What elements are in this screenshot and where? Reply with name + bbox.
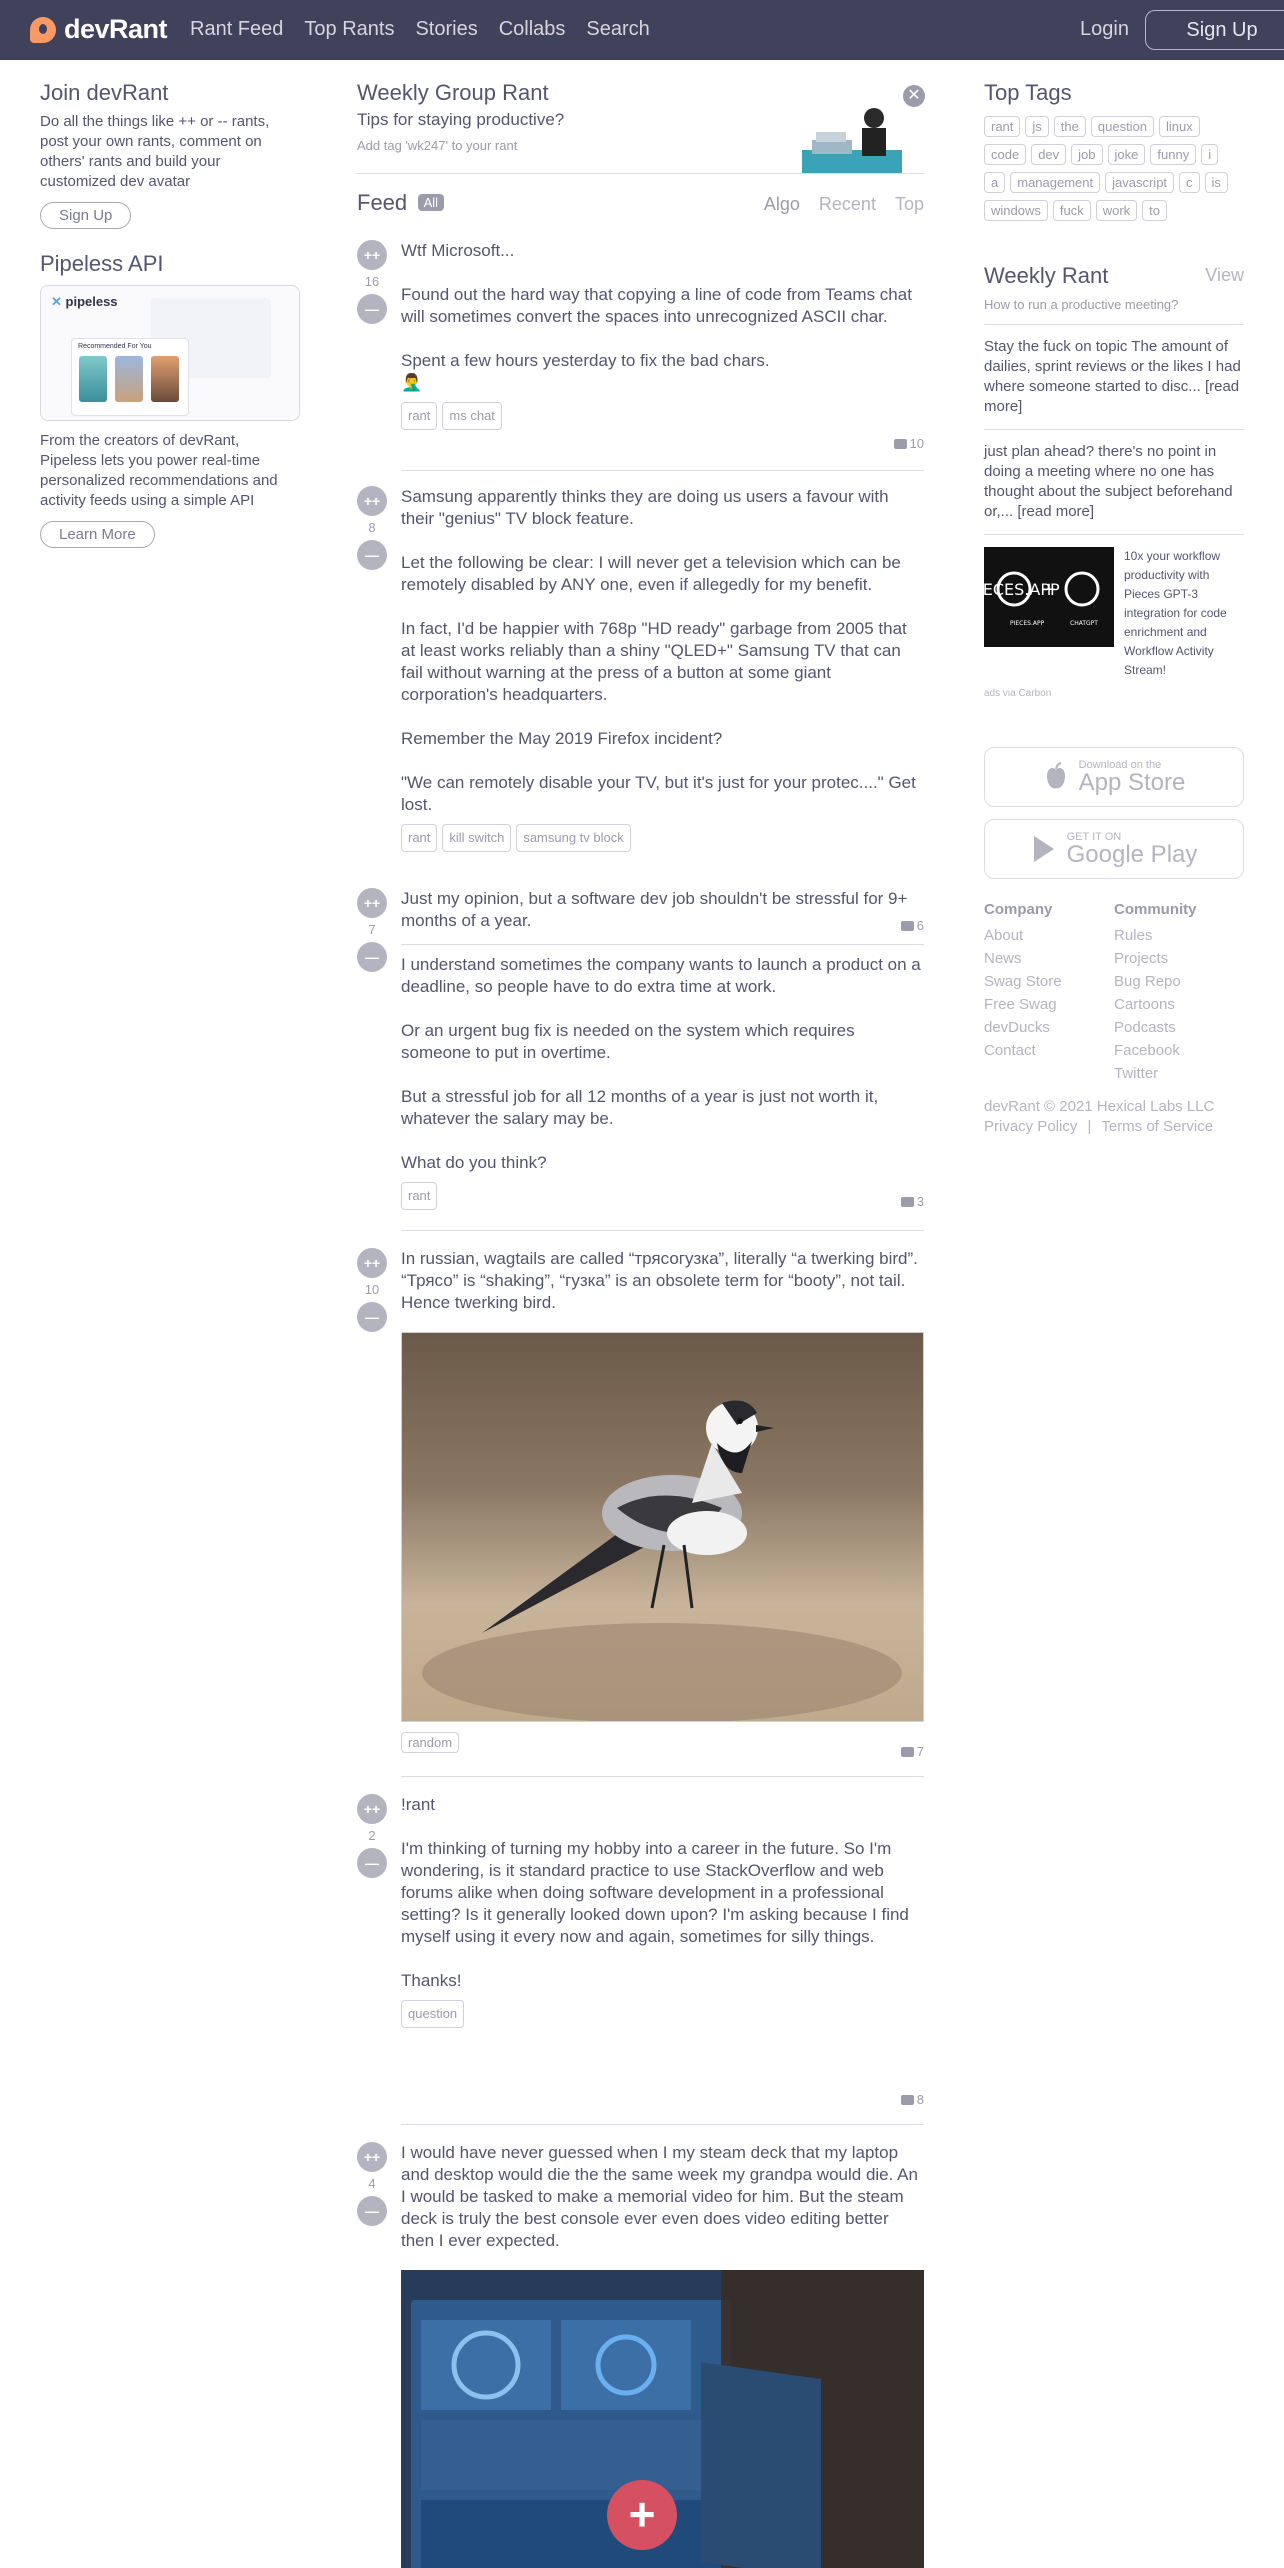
rant-text	[401, 888, 924, 1210]
join-signup-button[interactable]: Sign Up	[40, 202, 131, 229]
downvote-button[interactable]: —	[357, 942, 387, 972]
rant-score: 7	[368, 922, 376, 937]
rant-text	[401, 240, 924, 430]
downvote-button[interactable]: —	[357, 294, 387, 324]
upvote-button[interactable]: ++	[357, 240, 387, 270]
apple-icon	[1043, 762, 1069, 792]
vote-controls	[357, 486, 387, 570]
tag-kill-switch[interactable]: kill switch	[442, 824, 511, 852]
comment-count[interactable]	[901, 1744, 924, 1759]
comment-count[interactable]	[901, 2092, 924, 2107]
top-bar	[0, 0, 1284, 60]
footer-link[interactable]: About	[984, 927, 1024, 944]
rant-paragraph: But a stressful job for all 12 months of a year is just not worth it, whatever the salary may be.	[401, 1087, 883, 1128]
weekly-rant-item[interactable]	[984, 337, 1244, 417]
top-tag[interactable]: funny	[1150, 144, 1196, 165]
terms-link[interactable]: Terms of Service	[1101, 1118, 1214, 1135]
weekly-group-tag-hint: Add tag 'wk247' to your rant	[357, 138, 518, 153]
weekly-rant-item-text: just plan ahead? there's no point in doing a meeting where no one has thought about the subject beforehand or,...	[984, 443, 1233, 520]
top-tag[interactable]: job	[1071, 144, 1102, 165]
pipeless-title: Pipeless API	[40, 251, 164, 276]
rant-paragraph: I'm thinking of turning my hobby into a career in the future. So I'm wondering, is it standard practice to use StackOverflow and web forums alike when doing software development in a professional setting? Is it generally looked down upon? I'm asking because I find myself using it every now and again, sometimes for silly things.	[401, 1839, 914, 1946]
rant-tags	[401, 824, 924, 852]
copyright-block	[984, 1097, 1244, 1137]
comment-icon	[901, 1197, 914, 1207]
weekly-group-subtitle[interactable]: Tips for staying productive?	[357, 110, 565, 129]
comment-icon	[894, 439, 907, 449]
top-tag[interactable]: joke	[1108, 144, 1146, 165]
thumbnail-2	[115, 356, 143, 402]
sort-recent[interactable]: Recent	[818, 194, 876, 214]
feed-header	[357, 190, 924, 220]
comment-icon	[901, 2095, 914, 2105]
rant-item[interactable]	[357, 888, 924, 1218]
top-tag[interactable]: i	[1201, 144, 1218, 165]
pipeless-x-icon: ✕	[51, 294, 66, 309]
rant-item[interactable]	[357, 486, 924, 933]
rant-divider	[401, 1230, 924, 1231]
pieces-app-logo: ECES.APP	[984, 580, 1060, 599]
rant-item[interactable]	[357, 1794, 924, 2107]
rant-divider	[401, 2124, 924, 2125]
nav-collabs[interactable]: Collabs	[498, 18, 566, 40]
feed-sort-tabs	[750, 194, 924, 215]
google-play-small: GET IT ON	[1066, 831, 1122, 843]
upvote-button[interactable]: ++	[357, 486, 387, 516]
login-link[interactable]: Login	[1080, 18, 1129, 40]
footer-link[interactable]: Free Swag	[984, 996, 1057, 1013]
vote-controls	[357, 1248, 387, 1332]
vote-controls	[357, 240, 387, 324]
rant-tags	[401, 2000, 924, 2028]
upvote-button[interactable]: ++	[357, 888, 387, 918]
vote-controls	[357, 888, 387, 972]
google-play-big: Google Play	[1066, 841, 1198, 868]
comment-count[interactable]	[894, 436, 924, 451]
nav-rant-feed[interactable]: Rant Feed	[190, 18, 284, 40]
wagtail-bird-illustration	[402, 1333, 924, 1722]
top-tag[interactable]: work	[1096, 200, 1137, 221]
privacy-policy-link[interactable]: Privacy Policy	[984, 1118, 1078, 1135]
learn-more-button[interactable]: Learn More	[40, 521, 155, 548]
weekly-group-title: Weekly Group Rant	[357, 80, 549, 105]
ads-via-carbon[interactable]: ads via Carbon	[984, 688, 1052, 699]
main-column	[357, 80, 926, 2250]
vote-controls	[357, 2142, 387, 2226]
thumbnail-1	[79, 356, 107, 402]
rant-paragraph: What do you think?	[401, 1153, 547, 1172]
rant-score: 10	[364, 1282, 380, 1297]
footer-link[interactable]: Bug Repo	[1114, 973, 1181, 990]
footer-link[interactable]: Twitter	[1114, 1065, 1159, 1082]
tag-samsung-tv-block[interactable]: samsung tv block	[516, 824, 630, 852]
top-tag[interactable]: dev	[1031, 144, 1066, 165]
footer-link[interactable]: devDucks	[984, 1019, 1050, 1036]
copyright: devRant © 2021 Hexical Labs LLC	[984, 1098, 1215, 1115]
top-tag[interactable]: management	[1010, 172, 1100, 193]
rant-paragraph: Wtf Microsoft...	[401, 241, 515, 260]
top-tag[interactable]: javascript	[1105, 172, 1174, 193]
rant-divider	[401, 1776, 924, 1777]
top-tag[interactable]: windows	[984, 200, 1048, 221]
footer-link[interactable]: Projects	[1114, 950, 1169, 967]
rant-paragraph: Samsung apparently thinks they are doing us users a favour with their "genius" TV block feature.	[401, 487, 894, 528]
feed-title: Feed	[357, 190, 408, 215]
top-tag[interactable]: to	[1142, 200, 1167, 221]
rant-paragraph: In russian, wagtails are called “трясогузка”, literally “a twerking bird”. “Трясо” is “shaking”, “гузка” is an obsolete term for “booty”, not tail. Hence twerking bird.	[401, 1249, 923, 1312]
rant-paragraph: Spent a few hours yesterday to fix the bad chars. 🤦‍♂️	[401, 351, 770, 392]
footer-link[interactable]: Rules	[1114, 927, 1153, 944]
join-title: Join devRant	[40, 80, 169, 105]
downvote-button[interactable]: —	[357, 2196, 387, 2226]
app-store-small: Download on the	[1078, 759, 1162, 771]
pipeless-text: From the creators of devRant, Pipeless lets you power real-time personalized recommendations and activity feeds using a simple API	[40, 432, 278, 509]
downvote-button[interactable]: —	[357, 1302, 387, 1332]
comment-count[interactable]	[901, 1194, 924, 1209]
rant-paragraph: Thanks!	[401, 1971, 462, 1990]
rant-divider	[401, 470, 924, 471]
developer-illustration	[802, 92, 902, 174]
top-tag[interactable]: is	[1205, 172, 1228, 193]
top-tags-title: Top Tags	[984, 80, 1072, 105]
divider	[984, 324, 1244, 325]
ad-text[interactable]: 10x your workflow productivity with Pieces GPT-3 integration for code enrichment and Workflow Activity Stream!	[1124, 549, 1227, 677]
top-tag[interactable]: js	[1025, 116, 1048, 137]
rant-paragraph: In fact, I'd be happier with 768p "HD ready" garbage from 2005 that at least works reliably than a shiny "QLED+" Samsung TV that can fail without warning at the press of a button at some giant corporation's headquarters.	[401, 619, 912, 704]
signup-button[interactable]: Sign Up	[1145, 10, 1284, 50]
footer-link[interactable]: Swag Store	[984, 973, 1062, 990]
pipeless-preview-image[interactable]	[40, 285, 300, 421]
footer-links	[984, 901, 1244, 1085]
footer-link[interactable]: Podcasts	[1114, 1019, 1176, 1036]
tag-rant[interactable]: rant	[401, 824, 437, 852]
recommended-label: Recommended For You	[78, 343, 152, 350]
thumbnail-3	[151, 356, 179, 402]
upvote-button[interactable]: ++	[357, 1794, 387, 1824]
rant-score: 16	[364, 274, 380, 289]
top-tag[interactable]: the	[1054, 116, 1086, 137]
footer-divider: |	[1087, 1118, 1092, 1135]
nav-stories[interactable]: Stories	[415, 18, 478, 40]
divider	[984, 534, 1244, 535]
tag-ms-chat[interactable]: ms chat	[442, 402, 502, 430]
read-more-link[interactable]: [read more]	[1017, 503, 1095, 520]
weekly-group-divider	[357, 173, 924, 174]
rant-paragraph: Just my opinion, but a software dev job shouldn't be stressful for 9+ months of a year.	[401, 889, 913, 930]
rant-paragraph: I understand sometimes the company wants to launch a product on a deadline, so people have to do extra time at work.	[401, 955, 926, 996]
rant-paragraph: I would have never guessed when I my steam deck that my laptop and desktop would die the the same week my grandpa would die. An I would be tasked to make a memorial video for him. But the steam deck is truly the best console ever even does video editing better then I ever expected.	[401, 2143, 923, 2250]
join-text: Do all the things like ++ or -- rants, post your own rants, comment on others' rants and build your customized dev avatar	[40, 113, 270, 190]
downvote-button[interactable]: —	[357, 540, 387, 570]
pipeless-logo	[51, 294, 118, 310]
weekly-rant-title: Weekly Rant	[984, 263, 1109, 288]
rant-item[interactable]	[357, 1248, 924, 1768]
comment-count-value: 10	[909, 436, 924, 451]
upvote-button[interactable]: ++	[357, 1248, 387, 1278]
weekly-rant-item-text: Stay the fuck on topic The amount of dailies, sprint reviews or the likes I had where someone started to disc...	[984, 338, 1241, 395]
chatgpt-label: CHATGPT	[1070, 620, 1098, 627]
pipeless-logo-text: pipeless	[65, 294, 118, 309]
top-tag[interactable]: a	[984, 172, 1005, 193]
rant-paragraph: Found out the hard way that copying a line of code from Teams chat will sometimes convert the spaces into unrecognized ASCII char.	[401, 285, 917, 326]
google-play-icon	[1031, 834, 1057, 864]
divider	[984, 429, 1244, 430]
rant-tags	[401, 1182, 924, 1210]
comment-count-value: 7	[916, 1744, 924, 1759]
top-tag[interactable]: question	[1091, 116, 1154, 137]
tag-random[interactable]: random	[401, 1732, 459, 1753]
company-title: Company	[984, 901, 1053, 918]
weekly-rant-item[interactable]	[984, 442, 1244, 522]
google-play-button[interactable]	[984, 819, 1244, 879]
footer-link[interactable]: Facebook	[1114, 1042, 1180, 1059]
devrant-logo[interactable]	[30, 14, 167, 45]
rant-paragraph: Let the following be clear: I will never get a television which can be remotely disabled by ANY one, even if allegedly for my benefit.	[401, 553, 906, 594]
nav-top-rants[interactable]: Top Rants	[304, 18, 395, 40]
tag-rant[interactable]: rant	[401, 1182, 437, 1210]
read-more-link[interactable]: [read more]	[984, 378, 1240, 415]
app-store-big: App Store	[1078, 769, 1186, 796]
top-tag[interactable]: linux	[1159, 116, 1200, 137]
rant-score: 2	[368, 1828, 376, 1843]
ad-logos	[984, 547, 1114, 647]
comment-count-value: 8	[916, 2092, 924, 2107]
weekly-rant-question[interactable]: How to run a productive meeting?	[984, 297, 1179, 312]
top-tag[interactable]: rant	[984, 116, 1020, 137]
main-nav	[190, 18, 671, 41]
comment-count-value: 3	[916, 1194, 924, 1209]
rant-text	[401, 2142, 924, 2274]
footer-link[interactable]: News	[984, 950, 1022, 967]
community-title: Community	[1114, 901, 1197, 918]
upvote-button[interactable]: ++	[357, 2142, 387, 2172]
rant-item[interactable]	[357, 240, 924, 454]
rant-paragraph: "We can remotely disable your TV, but it's just for your protec...." Get lost.	[401, 773, 921, 814]
ad-image[interactable]	[984, 547, 1114, 647]
footer-link[interactable]: Contact	[984, 1042, 1036, 1059]
pieces-app-label: PIECES.APP	[1010, 620, 1045, 627]
comment-count-value: 6	[916, 918, 924, 933]
weekly-rant-view-link[interactable]: View	[1205, 265, 1244, 285]
sort-algo[interactable]: Algo	[763, 194, 800, 214]
rant-text	[401, 1248, 924, 1336]
rant-text	[401, 1794, 924, 2028]
rant-score: 8	[368, 520, 376, 535]
feed-filter-all[interactable]: All	[418, 194, 444, 211]
company-links	[984, 901, 1114, 1085]
top-tag[interactable]: code	[984, 144, 1026, 165]
comment-icon	[901, 1747, 914, 1757]
close-icon[interactable]: ✕	[903, 85, 925, 107]
rant-tags	[401, 1732, 459, 1753]
top-tag[interactable]: c	[1179, 172, 1200, 193]
left-sidebar	[40, 80, 300, 548]
right-sidebar	[984, 80, 1244, 1137]
tag-rant[interactable]: rant	[401, 402, 437, 430]
footer-link[interactable]: Cartoons	[1114, 996, 1175, 1013]
logo-text: devRant	[64, 14, 168, 44]
tag-question[interactable]: question	[401, 2000, 464, 2028]
rant-paragraph: Remember the May 2019 Firefox incident?	[401, 729, 723, 748]
weekly-rant-header	[984, 263, 1244, 289]
wagtail-photo[interactable]	[401, 1332, 924, 1722]
rant-text	[401, 486, 924, 852]
carbon-ad[interactable]	[984, 547, 1244, 680]
rant-paragraph: Or an urgent bug fix is needed on the system which requires someone to put in overtime.	[401, 1021, 860, 1062]
rant-paragraph: !rant	[401, 1795, 436, 1814]
plus-icon: +	[1041, 579, 1057, 600]
top-tags-cloud	[984, 116, 1244, 221]
sort-top[interactable]: Top	[894, 194, 924, 214]
nav-search[interactable]: Search	[586, 18, 650, 40]
logo-bubble-icon	[30, 17, 56, 43]
app-store-button[interactable]	[984, 747, 1244, 807]
downvote-button[interactable]: —	[357, 1848, 387, 1878]
rant-score: 4	[368, 2176, 376, 2191]
top-tag[interactable]: fuck	[1053, 200, 1091, 221]
rant-tags	[401, 402, 924, 430]
add-rant-fab-button[interactable]: +	[607, 2480, 677, 2550]
vote-controls	[357, 1794, 387, 1878]
community-links	[1114, 901, 1244, 1085]
